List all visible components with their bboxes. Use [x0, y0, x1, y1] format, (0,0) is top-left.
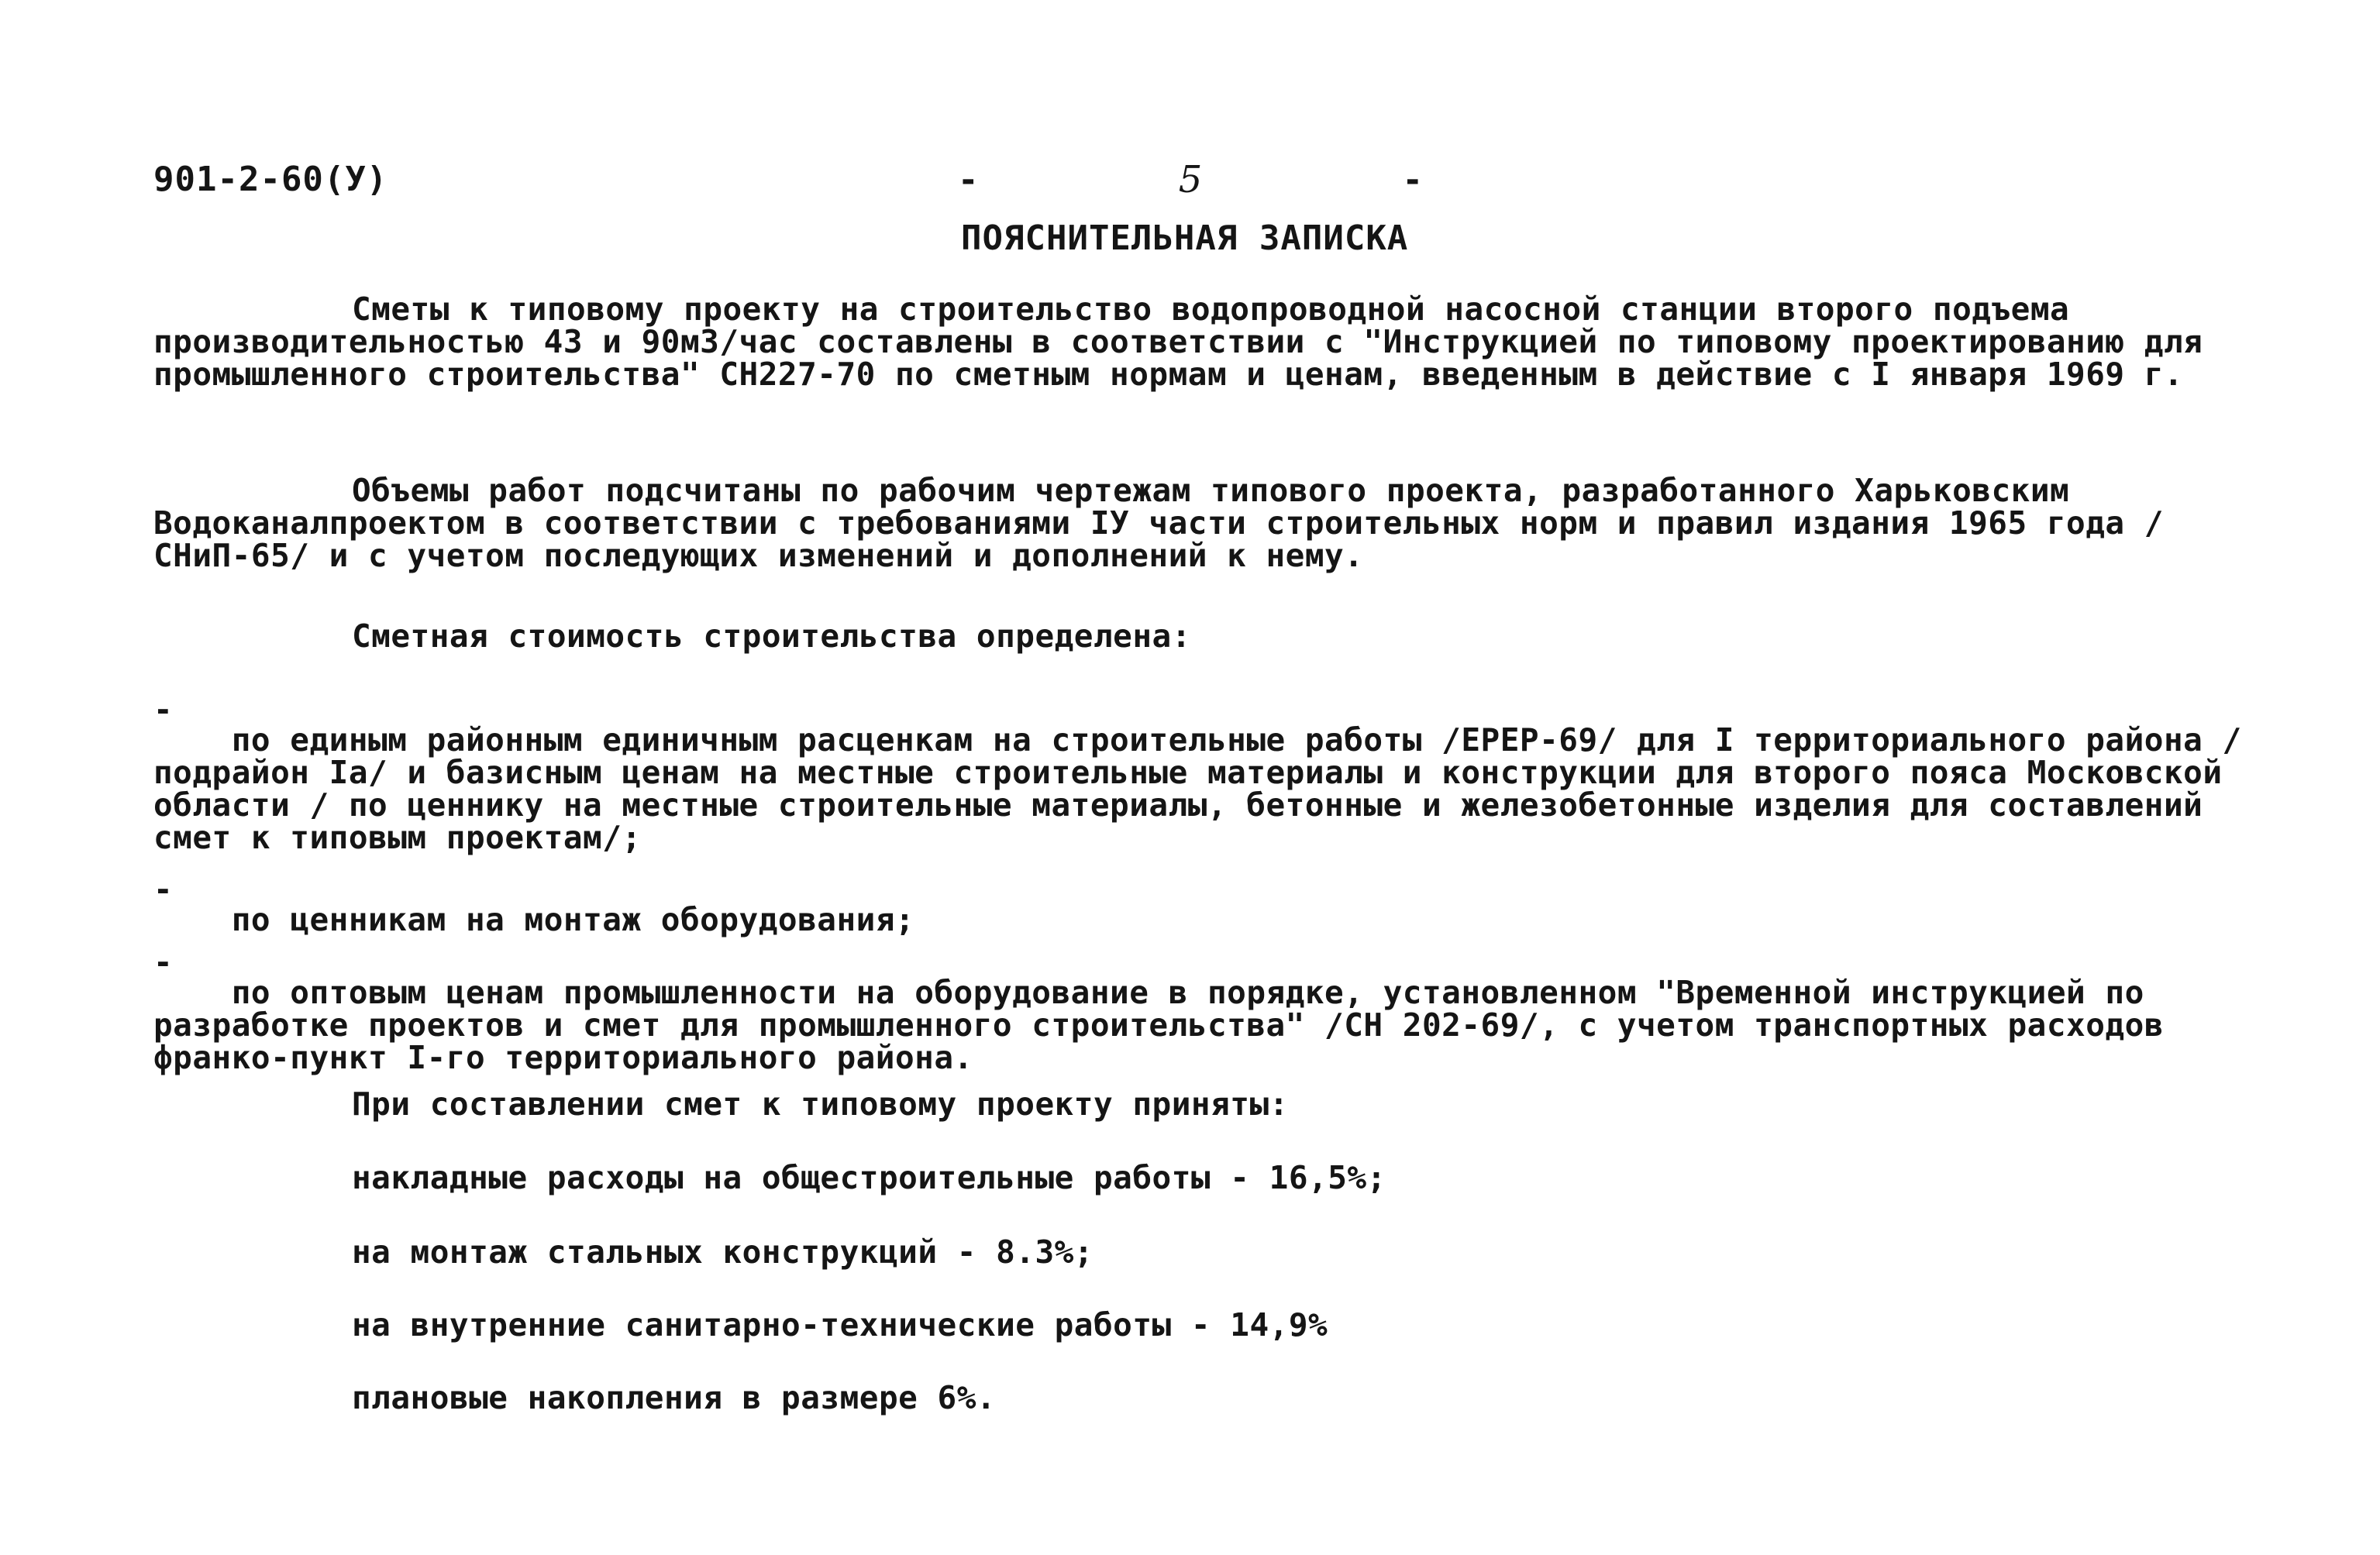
page-dash-left: -: [958, 160, 979, 200]
page-number-line: [958, 158, 1423, 201]
rate-steel-structures: на монтаж стальных конструкций - 8.3%;: [352, 1233, 1094, 1271]
rate-overhead-general: накладные расходы на общестроительные работы - 16,5%;: [352, 1159, 1386, 1196]
rate-sanitary-works: на внутренние санитарно-технические работы - 14,9%: [352, 1306, 1328, 1343]
rate-planned-savings: плановые накопления в размере 6%.: [352, 1379, 997, 1416]
list-item-text: по ценникам на монтаж оборудования;: [231, 901, 915, 938]
paragraph-estimates-basis: Сметы к типовому проекту на строительство водопроводной насосной станции второго подъема производительностью 43 и 90м3/час составлены в соответствии с "Инструкцией по типовому проектированию для промышленного строительства" СН227-70 по сметным нормам и ценам, введенным в действие с I января 1969 г.: [153, 291, 2223, 393]
list-item-text: по единым районным единичным расценкам на строительные работы /ЕРЕР-69/ для I территориального района /подрайон Iа/ и базисным ценам на местные строительные материалы и конструкции для второго пояса Московской области / по ценнику на местные строительные материалы, бетонные и железобетонные изделия для составлений смет к типовым проектам/;: [153, 721, 2242, 856]
list-dash: -: [153, 944, 173, 981]
list-item: [153, 944, 2277, 1106]
paragraph-work-volumes: Объемы работ подсчитаны по рабочим чертежам типового проекта, разработанного Харьковским Водоканалпроектом в соответствии с требованиями IУ части строительных норм и правил издания 1965 года /СНиП-65/ и с учетом последующих изменений и дополнений к нему.: [153, 472, 2164, 574]
page-number: 5: [1178, 158, 1203, 201]
document-code: 901-2-60(У): [153, 160, 388, 199]
list-dash: -: [153, 691, 173, 728]
list-item-text: по оптовым ценам промышленности на оборудование в порядке, установленном "Временной инструкцией по разработке проектов и смет для промышленного строительства" /СН 202-69/, с учетом транспортных расходов франко-пункт I-го территориального района.: [153, 974, 2184, 1076]
page-dash-right: -: [1402, 160, 1423, 200]
paragraph-cost-definition: Сметная стоимость строительства определена:: [352, 618, 1191, 655]
paragraph-accepted-rates: При составлении смет к типовому проекту приняты:: [352, 1085, 1289, 1123]
list-item: [153, 691, 2277, 886]
list-dash: -: [153, 871, 173, 908]
page-title: ПОЯСНИТЕЛЬНАЯ ЗАПИСКА: [961, 218, 1409, 258]
